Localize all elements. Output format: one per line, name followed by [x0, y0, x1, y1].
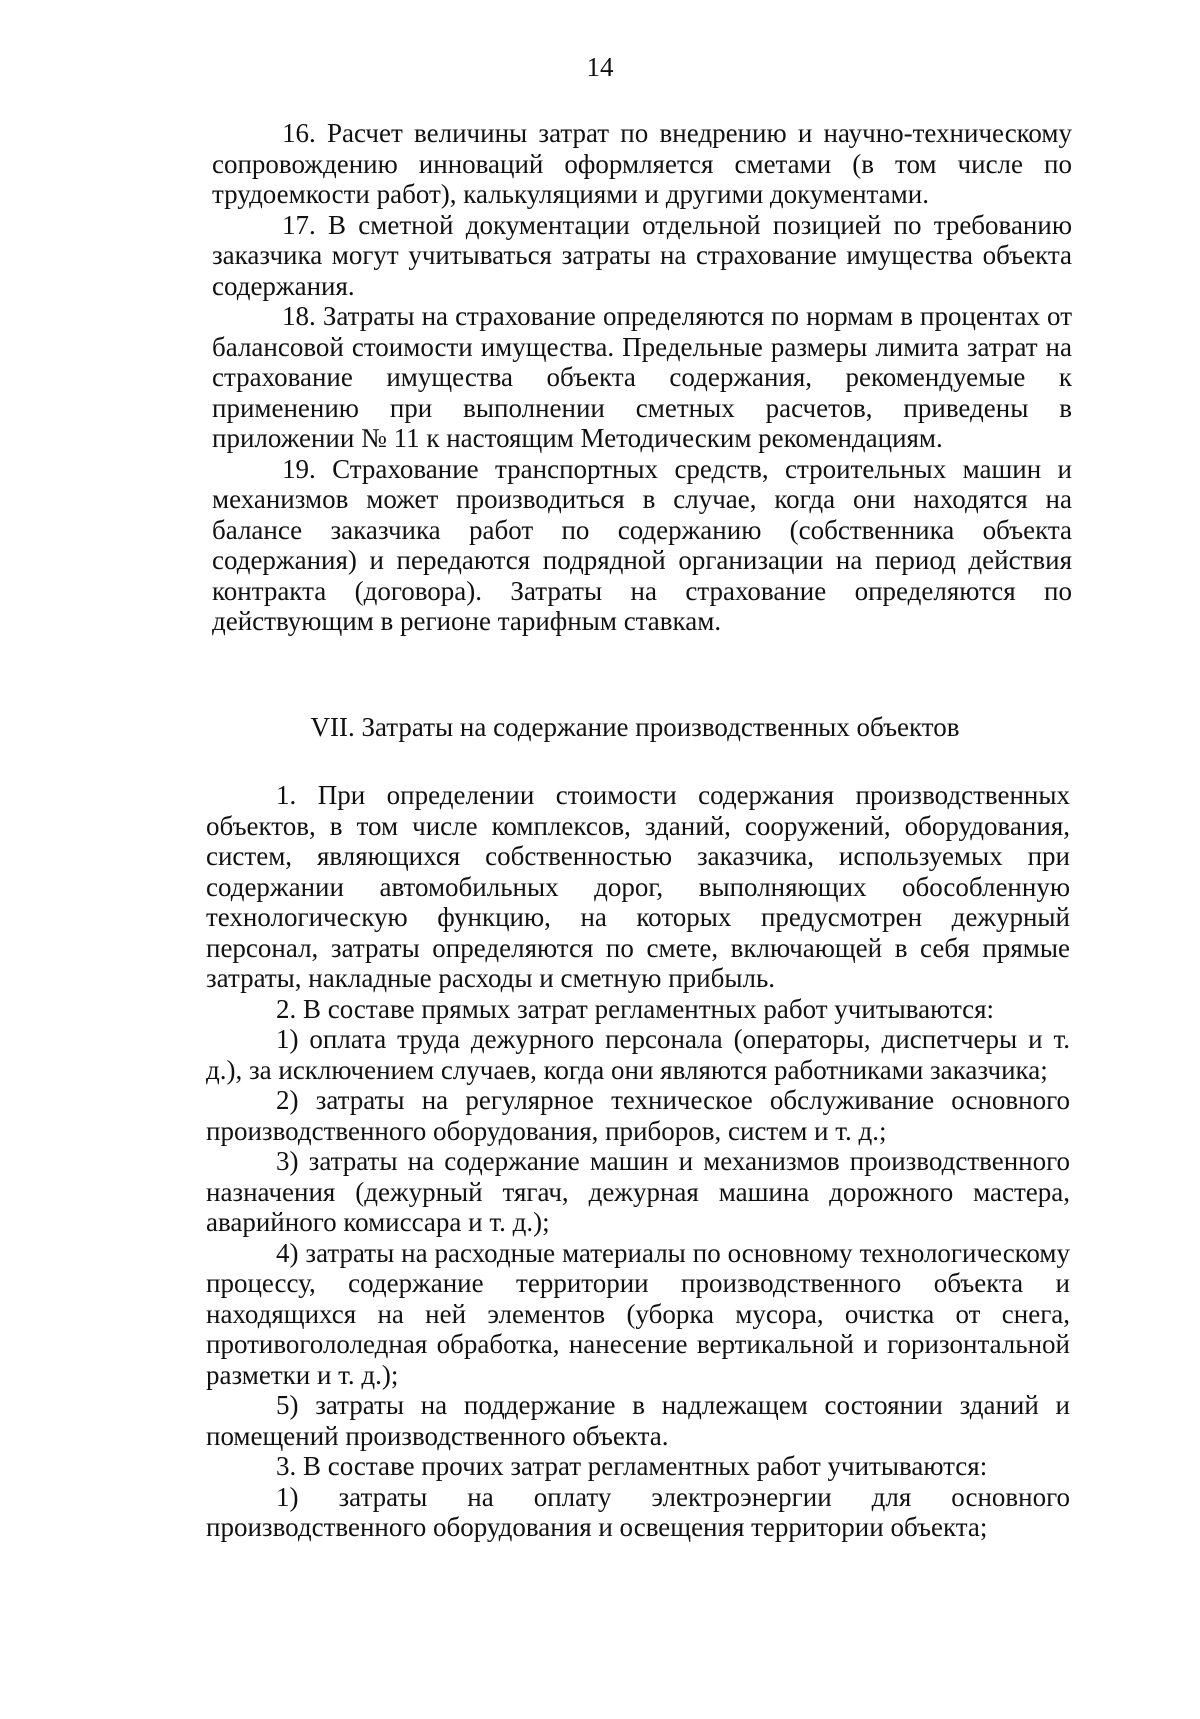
section-top-text	[212, 118, 1072, 637]
list-item-5: 5) затраты на поддержание в надлежащем состоянии зданий и помещений производственного объекта.	[206, 1390, 1070, 1451]
list-item-3: 3) затраты на содержание машин и механизмов производственного назначения (дежурный тягач, дежурная машина дорожного мастера, аварийного комиссара и т. д.);	[206, 1146, 1070, 1237]
list-item-4: 4) затраты на расходные материалы по основному технологическому процессу, содержание территории производственного объекта и находящихся на ней элементов (уборка мусора, очистка от снега, противогололедная обработка, нанесение вертикальной и горизонтальной разметки и т. д.);	[206, 1237, 1070, 1390]
paragraph-18: 18. Затраты на страхование определяются по нормам в процентах от балансовой стоимости имущества. Предельные размеры лимита затрат на страхование имущества объекта содержания, рекомендуемые к применению при выполнении сметных расчетов, приведены в приложении № 11 к настоящим Методическим рекомендациям.	[212, 301, 1072, 453]
list-item-3-1: 1) затраты на оплату электроэнергии для основного производственного оборудования и освещения территории объекта;	[206, 1481, 1070, 1542]
page-number: 14	[586, 52, 614, 82]
list-item-1: 1) оплата труда дежурного персонала (операторы, диспетчеры и т. д.), за исключением случаев, когда они являются работниками заказчика;	[206, 1024, 1070, 1085]
paragraph-1: 1. При определении стоимости содержания производственных объектов, в том числе комплексов, зданий, сооружений, оборудования, систем, являющихся собственностью заказчика, используемых при содержании автомобильных дорог, выполняющих обособленную технологическую функцию, на которых предусмотрен дежурный персонал, затраты определяются по смете, включающей в себя прямые затраты, накладные расходы и сметную прибыль.	[206, 780, 1070, 993]
paragraph-2: 2. В составе прямых затрат регламентных работ учитываются:	[276, 993, 995, 1024]
paragraph-17: 17. В сметной документации отдельной позицией по требованию заказчика могут учитываться затраты на страхование имущества объекта содержания.	[212, 209, 1072, 301]
paragraph-16: 16. Расчет величины затрат по внедрению и научно-техническому сопровождению инноваций оформляется сметами (в том числе по трудоемкости работ), калькуляциями и другими документами.	[212, 118, 1072, 209]
section-heading: VII. Затраты на содержание производственных объектов	[310, 712, 960, 742]
paragraph-3: 3. В составе прочих затрат регламентных работ учитываются:	[276, 1451, 988, 1481]
paragraph-19: 19. Страхование транспортных средств, строительных машин и механизмов может производиться в случае, когда они находятся на балансе заказчика работ по содержанию (собственника объекта содержания) и передаются подрядной организации на период действия контракта (договора). Затраты на страхование определяются по действующим в регионе тарифным ставкам.	[212, 453, 1072, 636]
list-item-2: 2) затраты на регулярное техническое обслуживание основного производственного оборудования, приборов, систем и т. д.;	[206, 1085, 1070, 1146]
section-bottom-text	[206, 780, 1070, 1543]
